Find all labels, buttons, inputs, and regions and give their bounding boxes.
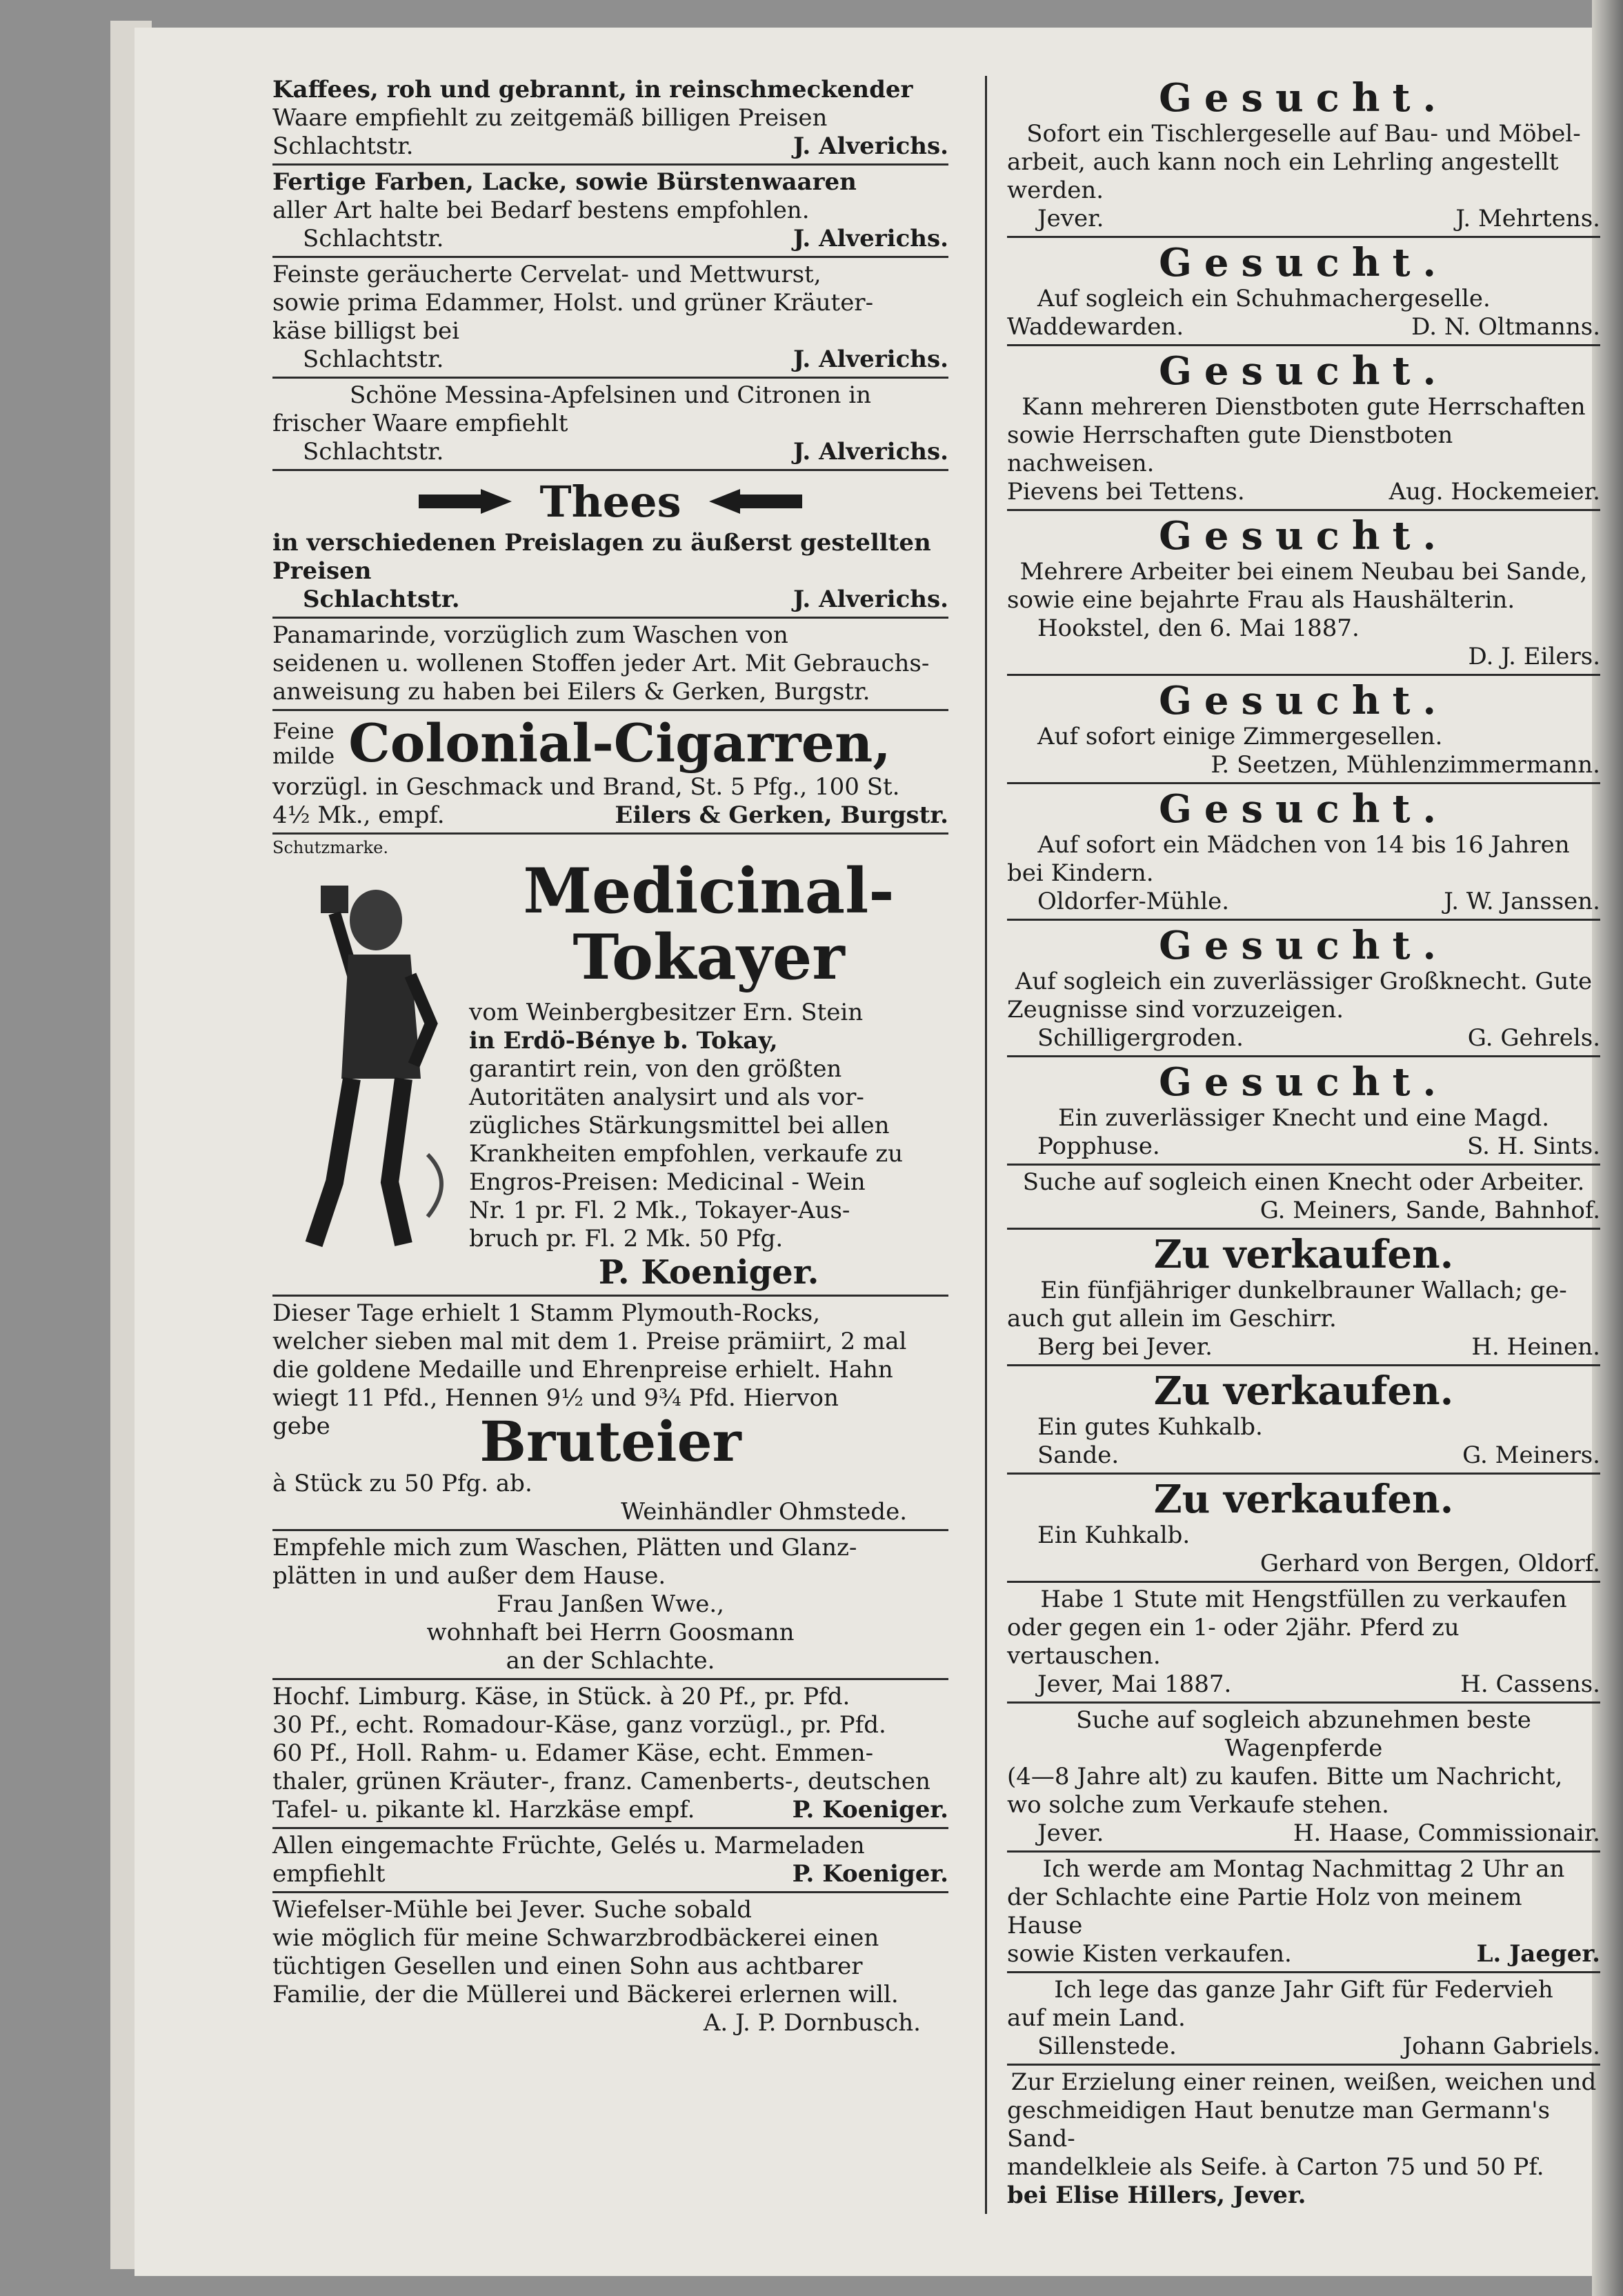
ad-line: Feinste geräucherte Cervelat- und Mettwurst, [272, 261, 822, 288]
ad-heading: Zu verkaufen. [1153, 1368, 1454, 1414]
ad-line: Kann mehreren Dienstboten gute Herrschaften [1022, 393, 1586, 421]
ad-place: Schlachtstr. [303, 225, 444, 252]
ad-line: Autoritäten analysirt und als vor- [469, 1084, 864, 1111]
separator [1007, 236, 1600, 238]
ad-line: Wiefelser-Mühle bei Jever. Suche sobald [272, 1896, 753, 1924]
ad-name: D. N. Oltmanns. [1411, 313, 1600, 341]
ad-stute [1007, 1586, 1600, 1699]
ad-knecht [1007, 1168, 1600, 1225]
separator [1007, 1055, 1600, 1057]
ad-name: J. Alverichs. [793, 346, 948, 373]
ad-line: sowie Kisten verkaufen. [1007, 1940, 1292, 1968]
ad-line: Hookstel, den 6. Mai 1887. [1037, 615, 1360, 642]
ad-name: J. Alverichs. [793, 438, 948, 466]
ad-holz [1007, 1855, 1600, 1968]
ad-line: in verschiedenen Preislagen zu äußerst gestellten [272, 529, 931, 557]
ad-line: empfiehlt [272, 1860, 386, 1888]
ad-signature [1007, 478, 1600, 506]
separator [1007, 1850, 1600, 1853]
ad-signature [1007, 1819, 1600, 1848]
ad-line: (4—8 Jahre alt) zu kaufen. Bitte um Nachricht, [1007, 1763, 1563, 1790]
ad-heading: Gesucht. [1159, 240, 1448, 286]
ad-line: welcher sieben mal mit dem 1. Preise prämiirt, 2 mal [272, 1328, 907, 1355]
ad-place: Jever. [1037, 205, 1104, 232]
ad-line: Dieser Tage erhielt 1 Stamm Plymouth-Rocks, [272, 1299, 821, 1327]
thees-title: Thees [539, 476, 681, 527]
ad-line: Ich lege das ganze Jahr Gift für Federvieh [1054, 1976, 1553, 2004]
ad-heading: Gesucht. [1159, 678, 1448, 723]
prefix-line: milde [272, 743, 335, 769]
ad-gesucht-5 [1007, 679, 1600, 779]
ad-line: Zur Erzielung einer reinen, weißen, weichen und [1010, 2068, 1597, 2096]
ad-name: D. J. Eilers. [1468, 643, 1600, 670]
ad-line: an der Schlachte. [506, 1647, 715, 1675]
ad-signature [272, 225, 948, 253]
ad-signature [272, 132, 948, 161]
tokayer-figure [272, 858, 469, 1292]
separator [272, 1827, 948, 1829]
ad-line: mandelkleie als Seife. à Carton 75 und 50 Pf. [1007, 2153, 1544, 2181]
ad-place: Berg bei Jever. [1037, 1333, 1213, 1361]
ad-line: Frau Janßen Wwe., [497, 1590, 724, 1618]
ad-name: P. Koeniger. [792, 1860, 948, 1888]
ad-name: Eilers & Gerken, Burgstr. [615, 801, 948, 829]
ad-line: à Stück zu 50 Pfg. ab. [272, 1470, 532, 1497]
cigarren-prefix [272, 719, 335, 768]
separator [272, 1295, 948, 1297]
ad-line: Allen eingemachte Früchte, Gelés u. Marmeladen [272, 1832, 865, 1859]
ad-cigarren [272, 714, 948, 830]
ad-line: seidenen u. wollenen Stoffen jeder Art. Mit Gebrauchs- [272, 650, 930, 677]
ad-place: Oldorfer-Mühle. [1037, 888, 1230, 915]
ad-line: auch gut allein im Geschirr. [1007, 1305, 1337, 1332]
ad-name: P. Seetzen, Mühlenzimmermann. [1211, 751, 1600, 779]
tokayer-body [272, 855, 948, 1292]
ad-signature [272, 438, 948, 466]
ad-name: A. J. P. Dornbusch. [703, 2009, 921, 2037]
ad-heading: Gesucht. [1159, 75, 1448, 121]
ad-line: geschmeidigen Haut benutze man Germann's Sand- [1007, 2097, 1551, 2153]
separator [1007, 344, 1600, 346]
separator [272, 256, 948, 258]
ad-verkaufen-2 [1007, 1369, 1600, 1470]
ad-line: Engros-Preisen: Medicinal - Wein [469, 1168, 866, 1196]
separator [272, 832, 948, 835]
ad-gesucht-7 [1007, 924, 1600, 1052]
prefix-line: Feine [272, 718, 335, 744]
ad-signature [1007, 1132, 1600, 1161]
ad-line: Ich werde am Montag Nachmittag 2 Uhr an [1042, 1855, 1565, 1883]
ad-signature [272, 1796, 948, 1824]
column-divider [985, 76, 987, 2214]
ad-place: Waddewarden. [1007, 313, 1184, 341]
separator [272, 469, 948, 471]
ad-signature [272, 1860, 948, 1888]
separator [1007, 1228, 1600, 1230]
ad-line: sowie Herrschaften gute Dienstboten nachweisen. [1007, 421, 1453, 477]
ad-line: Fertige Farben, Lacke, sowie Bürstenwaaren [272, 168, 857, 196]
ad-line: wie möglich für meine Schwarzbrodbäckerei einen [272, 1924, 879, 1952]
ad-line: vorzügl. in Geschmack und Brand, St. 5 Pfg., 100 St. [272, 773, 900, 801]
ad-line: Auf sogleich ein zuverlässiger Großknecht. Gute [1015, 968, 1593, 995]
ad-line: der Schlachte eine Partie Holz von meinem Hause [1007, 1884, 1522, 1939]
ad-apfelsinen [272, 381, 948, 466]
ad-gesucht-8 [1007, 1060, 1600, 1161]
ad-name: H. Heinen. [1471, 1333, 1600, 1361]
ad-line: sowie prima Edammer, Holst. und grüner Kräuter- [272, 289, 874, 317]
ad-name: Johann Gabriels. [1402, 2033, 1600, 2060]
ad-name: G. Meiners. [1462, 1441, 1600, 1469]
separator [1007, 674, 1600, 676]
ad-panamarinde [272, 621, 948, 706]
ad-line: Mehrere Arbeiter bei einem Neubau bei Sande, [1019, 558, 1588, 586]
ad-line: wohnhaft bei Herrn Goosmann [426, 1619, 795, 1646]
separator [1007, 1701, 1600, 1704]
separator [1007, 1581, 1600, 1583]
ad-kaese [272, 1683, 948, 1824]
ad-line: Suche auf sogleich einen Knecht oder Arbeiter. [1022, 1168, 1585, 1196]
ad-line: Habe 1 Stute mit Hengstfüllen zu verkaufen [1040, 1586, 1567, 1613]
ad-name: J. Alverichs. [793, 132, 948, 160]
ad-line: plätten in und außer dem Hause. [272, 1562, 666, 1590]
ad-tokayer [272, 837, 948, 1292]
ad-line: anweisung zu haben bei Eilers & Gerken, Burgstr. [272, 678, 870, 706]
ad-place: Schilligergroden. [1037, 1024, 1244, 1052]
ad-line: tüchtigen Gesellen und einen Sohn aus achtbarer [272, 1953, 863, 1980]
ad-place: Sande. [1037, 1441, 1119, 1469]
ad-line: Auf sofort einige Zimmergesellen. [1037, 723, 1443, 750]
separator [272, 617, 948, 619]
separator [272, 377, 948, 379]
ad-line: Zeugnisse sind vorzuzeigen. [1007, 996, 1344, 1024]
ad-place: Jever, Mai 1887. [1037, 1670, 1232, 1698]
ad-place: Schlachtstr. [272, 132, 414, 160]
ad-name: L. Jaeger. [1476, 1940, 1600, 1968]
separator [1007, 2064, 1600, 2066]
ad-place: Popphuse. [1037, 1132, 1160, 1160]
ad-line: arbeit, auch kann noch ein Lehrling angestellt werden. [1007, 148, 1559, 204]
ad-line: vom Weinbergbesitzer Ern. Stein [469, 999, 864, 1026]
separator [272, 1529, 948, 1531]
ad-line: 30 Pf., echt. Romadour-Käse, ganz vorzügl., pr. Pfd. [272, 1711, 886, 1739]
separator [272, 1891, 948, 1893]
ad-heading: Gesucht. [1159, 786, 1448, 832]
ad-signature [1007, 2033, 1600, 2061]
ad-gesucht-1 [1007, 76, 1600, 233]
ad-line: in Erdö-Bénye b. Tokay, [469, 1027, 778, 1055]
ad-line: Ein Kuhkalb. [1037, 1521, 1191, 1549]
ad-gift [1007, 1976, 1600, 2061]
ad-line: Tafel- u. pikante kl. Harzkäse empf. [272, 1796, 695, 1824]
ad-line: Ein gutes Kuhkalb. [1037, 1413, 1263, 1441]
ad-line: Panamarinde, vorzüglich zum Waschen von [272, 621, 788, 649]
ad-seife [1007, 2068, 1600, 2210]
ad-heading: Gesucht. [1159, 513, 1448, 559]
ad-signature [1007, 1333, 1600, 1361]
tokayer-title-1: Medicinal- [523, 855, 895, 928]
ad-place: Sillenstede. [1037, 2033, 1177, 2060]
ad-signature [1007, 1024, 1600, 1052]
separator [1007, 509, 1600, 511]
ad-line: wo solche zum Verkaufe stehen. [1007, 1791, 1389, 1819]
separator [1007, 1473, 1600, 1475]
pointing-hand-left-icon [702, 486, 806, 517]
ad-line: Schöne Messina-Apfelsinen und Citronen in [350, 381, 871, 409]
ad-wagenpferde [1007, 1706, 1600, 1848]
ad-line: oder gegen ein 1- oder 2jähr. Pferd zu vertauschen. [1007, 1614, 1460, 1670]
ad-line: gebe [272, 1412, 330, 1440]
pointing-hand-right-icon [415, 486, 519, 517]
ad-line: bei Elise Hillers, Jever. [1007, 2182, 1306, 2209]
ad-line: auf mein Land. [1007, 2004, 1186, 2032]
ad-line: Suche auf sogleich abzunehmen beste Wagenpferde [1076, 1706, 1531, 1762]
separator [1007, 1971, 1600, 1973]
ad-gesucht-2 [1007, 241, 1600, 341]
ad-line: aller Art halte bei Bedarf bestens empfohlen. [272, 197, 810, 224]
ad-thees [272, 474, 948, 614]
ad-name: G. Gehrels. [1467, 1024, 1600, 1052]
separator [272, 163, 948, 166]
ad-signature [1007, 1670, 1600, 1699]
ad-line: Sofort ein Tischlergeselle auf Bau- und Möbel- [1026, 120, 1581, 148]
ad-heading: Gesucht. [1159, 348, 1448, 394]
ad-signature [272, 801, 948, 830]
ad-name: P. Koeniger. [792, 1796, 948, 1824]
ad-heading: Gesucht. [1159, 923, 1448, 968]
ad-name: J. Alverichs. [793, 225, 948, 252]
ad-line: Ein fünfjähriger dunkelbrauner Wallach; ge- [1040, 1277, 1567, 1304]
man-with-wineglass-icon [272, 858, 469, 1258]
ad-name: H. Haase, Commissionair. [1293, 1819, 1600, 1847]
cigarren-header [272, 714, 948, 773]
ad-line: wiegt 11 Pfd., Hennen 9½ und 9¾ Pfd. Hiervon [272, 1384, 839, 1412]
ad-name: G. Meiners, Sande, Bahnhof. [1259, 1197, 1600, 1224]
ad-verkaufen-3 [1007, 1477, 1600, 1578]
ad-name: J. W. Janssen. [1444, 888, 1600, 915]
ad-gesucht-3 [1007, 349, 1600, 506]
left-column [272, 76, 948, 2037]
ad-name: J. Alverichs. [793, 586, 948, 613]
ad-signature [1007, 313, 1600, 341]
ad-signature [272, 346, 948, 374]
bruteier-title: Bruteier [479, 1409, 741, 1474]
ad-waschen [272, 1534, 948, 1675]
ad-name: P. Koeniger. [598, 1253, 819, 1292]
ad-signature [1007, 1441, 1600, 1470]
tokayer-title-2: Tokayer [572, 921, 845, 994]
tokayer-text [469, 855, 948, 1292]
ad-line: Preisen [272, 557, 372, 585]
ad-heading: Zu verkaufen. [1153, 1477, 1454, 1522]
ad-line: Auf sogleich ein Schuhmachergeselle. [1037, 285, 1491, 312]
ad-price: 4½ Mk., empf. [272, 801, 445, 829]
ad-line: zügliches Stärkungsmittel bei allen [469, 1112, 890, 1139]
ad-line: 60 Pf., Holl. Rahm- u. Edamer Käse, echt. Emmen- [272, 1739, 874, 1767]
ad-line: Familie, der die Müllerei und Bäckerei erlernen will. [272, 1981, 899, 2008]
separator [1007, 919, 1600, 921]
ad-line: sowie eine bejahrte Frau als Haushälterin. [1007, 586, 1515, 614]
ad-line: Ein zuverlässiger Knecht und eine Magd. [1057, 1104, 1550, 1132]
ad-kaffees [272, 76, 948, 161]
ad-place: Jever. [1037, 1819, 1104, 1847]
right-column [1007, 76, 1600, 2210]
ad-name: H. Cassens. [1460, 1670, 1600, 1698]
ad-line: Waare empfiehlt zu zeitgemäß billigen Preisen [272, 104, 828, 132]
ad-line: die goldene Medaille und Ehrenpreise erhielt. Hahn [272, 1356, 893, 1384]
separator [1007, 1364, 1600, 1366]
separator [1007, 782, 1600, 784]
ad-signature [1007, 205, 1600, 233]
ad-line: Auf sofort ein Mädchen von 14 bis 16 Jahren [1037, 831, 1570, 859]
ad-signature [272, 586, 948, 614]
ad-heading: Zu verkaufen. [1153, 1232, 1454, 1277]
ad-place: Schlachtstr. [303, 586, 460, 613]
ad-name: S. H. Sints. [1467, 1132, 1600, 1160]
ad-line: Kaffees, roh und gebrannt, in reinschmeckender [272, 76, 913, 103]
ad-line: käse billigst bei [272, 317, 459, 345]
ad-place: Schlachtstr. [303, 346, 444, 373]
ad-gesucht-4 [1007, 514, 1600, 671]
ad-line: Empfehle mich zum Waschen, Plätten und Glanz- [272, 1534, 857, 1561]
ad-name: Aug. Hockemeier. [1388, 478, 1600, 506]
ad-line: Nr. 1 pr. Fl. 2 Mk., Tokayer-Aus- [469, 1197, 850, 1224]
ad-line: Hochf. Limburg. Käse, in Stück. à 20 Pf., pr. Pfd. [272, 1683, 850, 1710]
thees-header [272, 474, 948, 529]
ad-name: Weinhändler Ohmstede. [621, 1498, 907, 1526]
separator [272, 1678, 948, 1680]
ad-line: garantirt rein, von den größten [469, 1055, 842, 1083]
ad-bruteier [272, 1299, 948, 1526]
ad-fruechte [272, 1832, 948, 1888]
ad-farben [272, 168, 948, 253]
ad-place: Schlachtstr. [303, 438, 444, 466]
ad-wurst [272, 261, 948, 374]
ad-gesucht-6 [1007, 787, 1600, 916]
ad-place: Pievens bei Tettens. [1007, 478, 1245, 506]
trademark-label: Schutzmarke. [272, 838, 388, 857]
ad-line: bruch pr. Fl. 2 Mk. 50 Pfg. [469, 1225, 784, 1252]
ad-heading: Gesucht. [1159, 1059, 1448, 1105]
ad-line: frischer Waare empfiehlt [272, 410, 568, 437]
ad-muehle [272, 1896, 948, 2037]
ad-name: Gerhard von Bergen, Oldorf. [1259, 1550, 1600, 1577]
separator [272, 709, 948, 711]
ad-signature [1007, 888, 1600, 916]
ad-verkaufen-1 [1007, 1232, 1600, 1361]
ad-line: bei Kindern. [1007, 859, 1154, 887]
ad-line: thaler, grünen Kräuter-, franz. Camenberts-, deutschen [272, 1768, 930, 1795]
cigarren-title: Colonial-Cigarren, [348, 712, 891, 774]
ad-line: Krankheiten empfohlen, verkaufe zu [469, 1140, 904, 1168]
ad-name: J. Mehrtens. [1455, 205, 1600, 232]
ad-signature [1007, 1940, 1600, 1968]
separator [1007, 1164, 1600, 1166]
